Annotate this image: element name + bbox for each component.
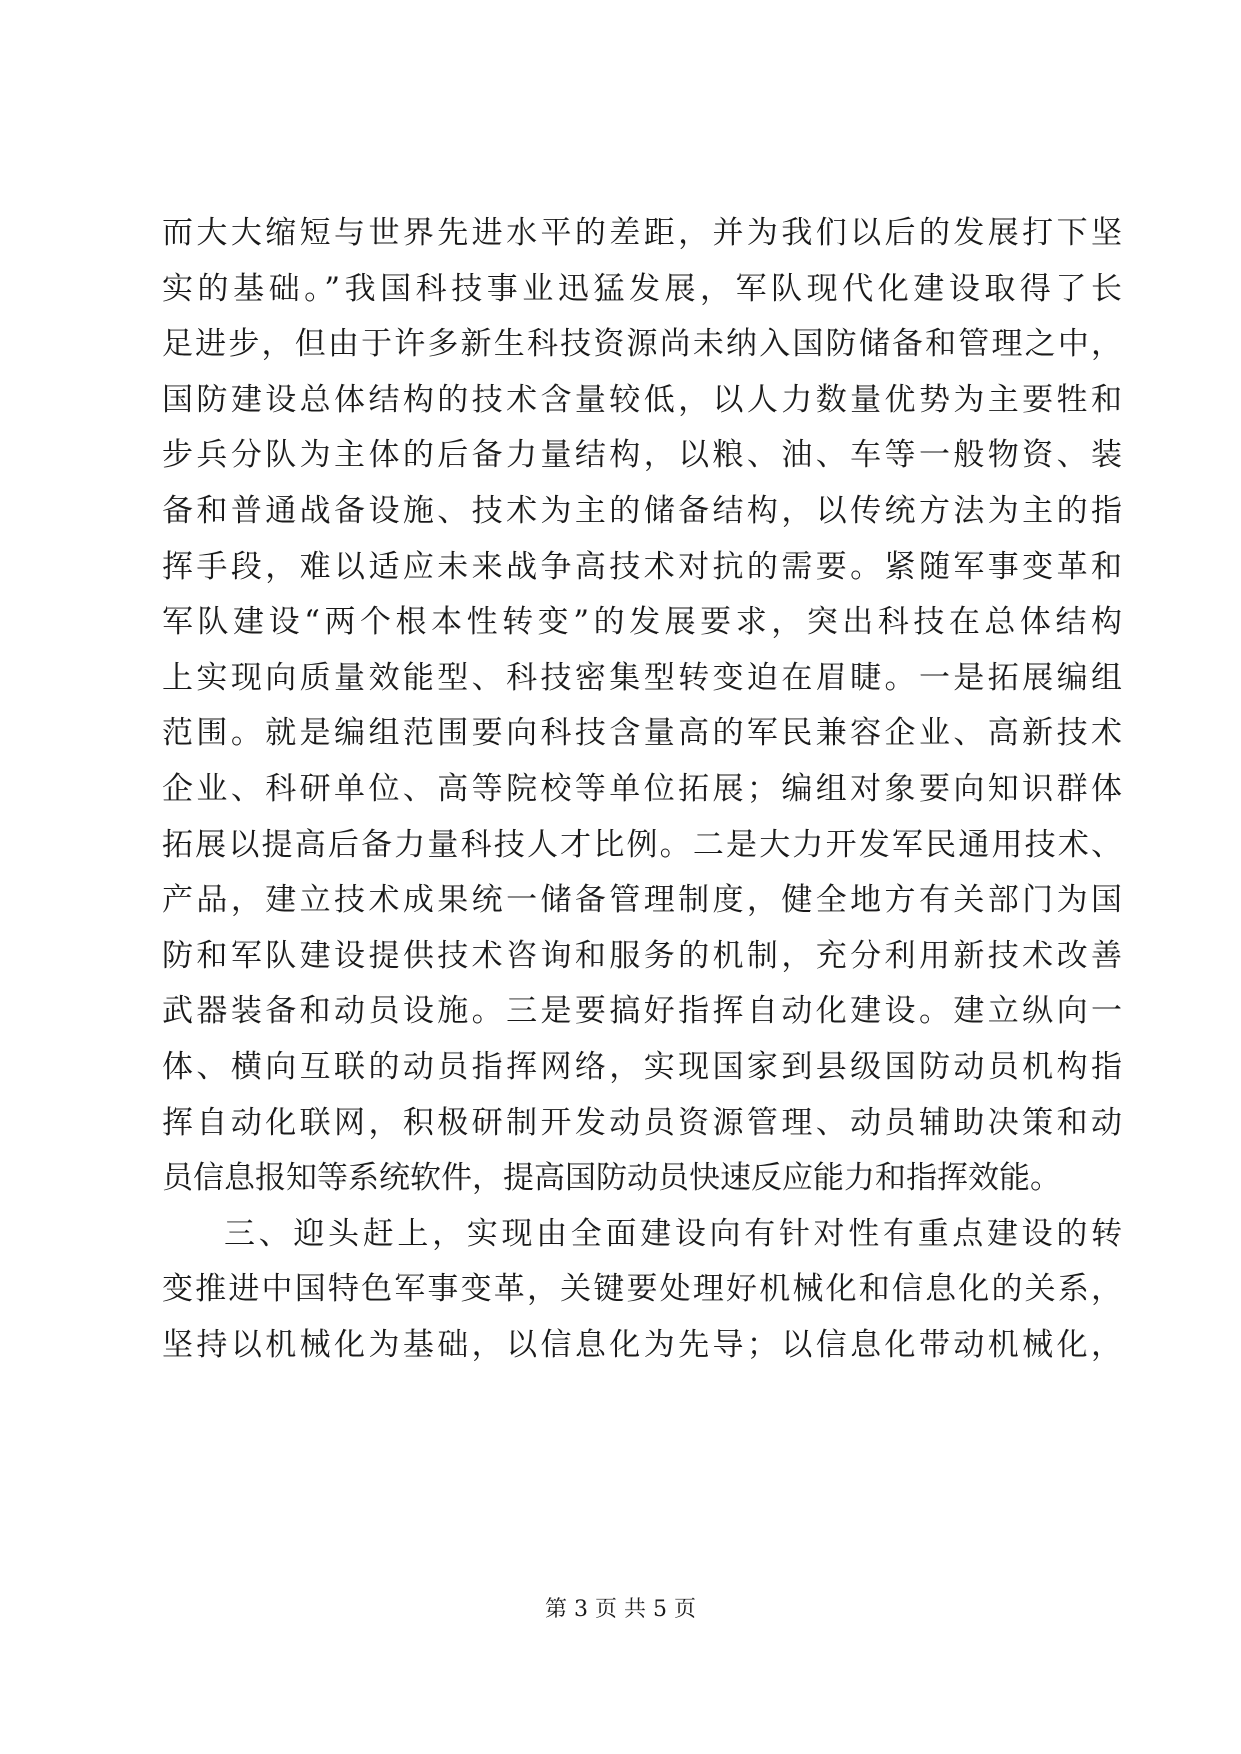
body-text: [162, 206, 1122, 1373]
text-line-15: 武器装备和动员设施。三是要搞好指挥自动化建设。建立纵向一: [162, 993, 1122, 1030]
text-line-19: 三、迎头赶上，实现由全面建设向有针对性有重点建设的转: [224, 1215, 1122, 1252]
text-line-9: 上实现向质量效能型、科技密集型转变迫在眉睫。一是拓展编组: [162, 659, 1122, 696]
text-line-4: 国防建设总体结构的技术含量较低，以人力数量优势为主要牲和: [162, 381, 1122, 418]
text-line-12: 拓展以提高后备力量科技人才比例。二是大力开发军民通用技术、: [162, 826, 1122, 863]
text-line-14: 防和军队建设提供技术咨询和服务的机制，充分利用新技术改善: [162, 937, 1122, 974]
text-line-8: 军队建设“两个根本性转变”的发展要求，突出科技在总体结构: [162, 604, 1122, 641]
text-line-20: 变推进中国特色军事变革，关键要处理好机械化和信息化的关系，: [162, 1271, 1122, 1308]
text-line-10: 范围。就是编组范围要向科技含量高的军民兼容企业、高新技术: [162, 715, 1122, 752]
text-line-21: 坚持以机械化为基础，以信息化为先导；以信息化带动机械化，: [162, 1326, 1122, 1363]
page-number: 第 3 页 共 5 页: [545, 1597, 696, 1622]
text-line-17: 挥自动化联网，积极研制开发动员资源管理、动员辅助决策和动: [162, 1104, 1122, 1141]
text-line-13: 产品，建立技术成果统一储备管理制度，健全地方有关部门为国: [162, 882, 1122, 919]
text-line-2: 实的基础。”我国科技事业迅猛发展，军队现代化建设取得了长: [162, 270, 1122, 307]
page-footer: [0, 1592, 1241, 1623]
text-line-5: 步兵分队为主体的后备力量结构，以粮、油、车等一般物资、装: [162, 437, 1122, 474]
text-line-1: 而大大缩短与世界先进水平的差距，并为我们以后的发展打下坚: [162, 215, 1122, 251]
text-line-18: 员信息报知等系统软件，提高国防动员快速反应能力和指挥效能。: [162, 1160, 1061, 1197]
text-line-7: 挥手段，难以适应未来战争高技术对抗的需要。紧随军事变革和: [162, 548, 1122, 585]
text-line-3: 足进步，但由于许多新生科技资源尚未纳入国防储备和管理之中，: [162, 326, 1122, 363]
text-line-6: 备和普通战备设施、技术为主的储备结构，以传统方法为主的指: [162, 492, 1122, 529]
text-line-11: 企业、科研单位、高等院校等单位拓展；编组对象要向知识群体: [162, 770, 1122, 807]
text-line-16: 体、横向互联的动员指挥网络，实现国家到县级国防动员机构指: [162, 1048, 1122, 1085]
